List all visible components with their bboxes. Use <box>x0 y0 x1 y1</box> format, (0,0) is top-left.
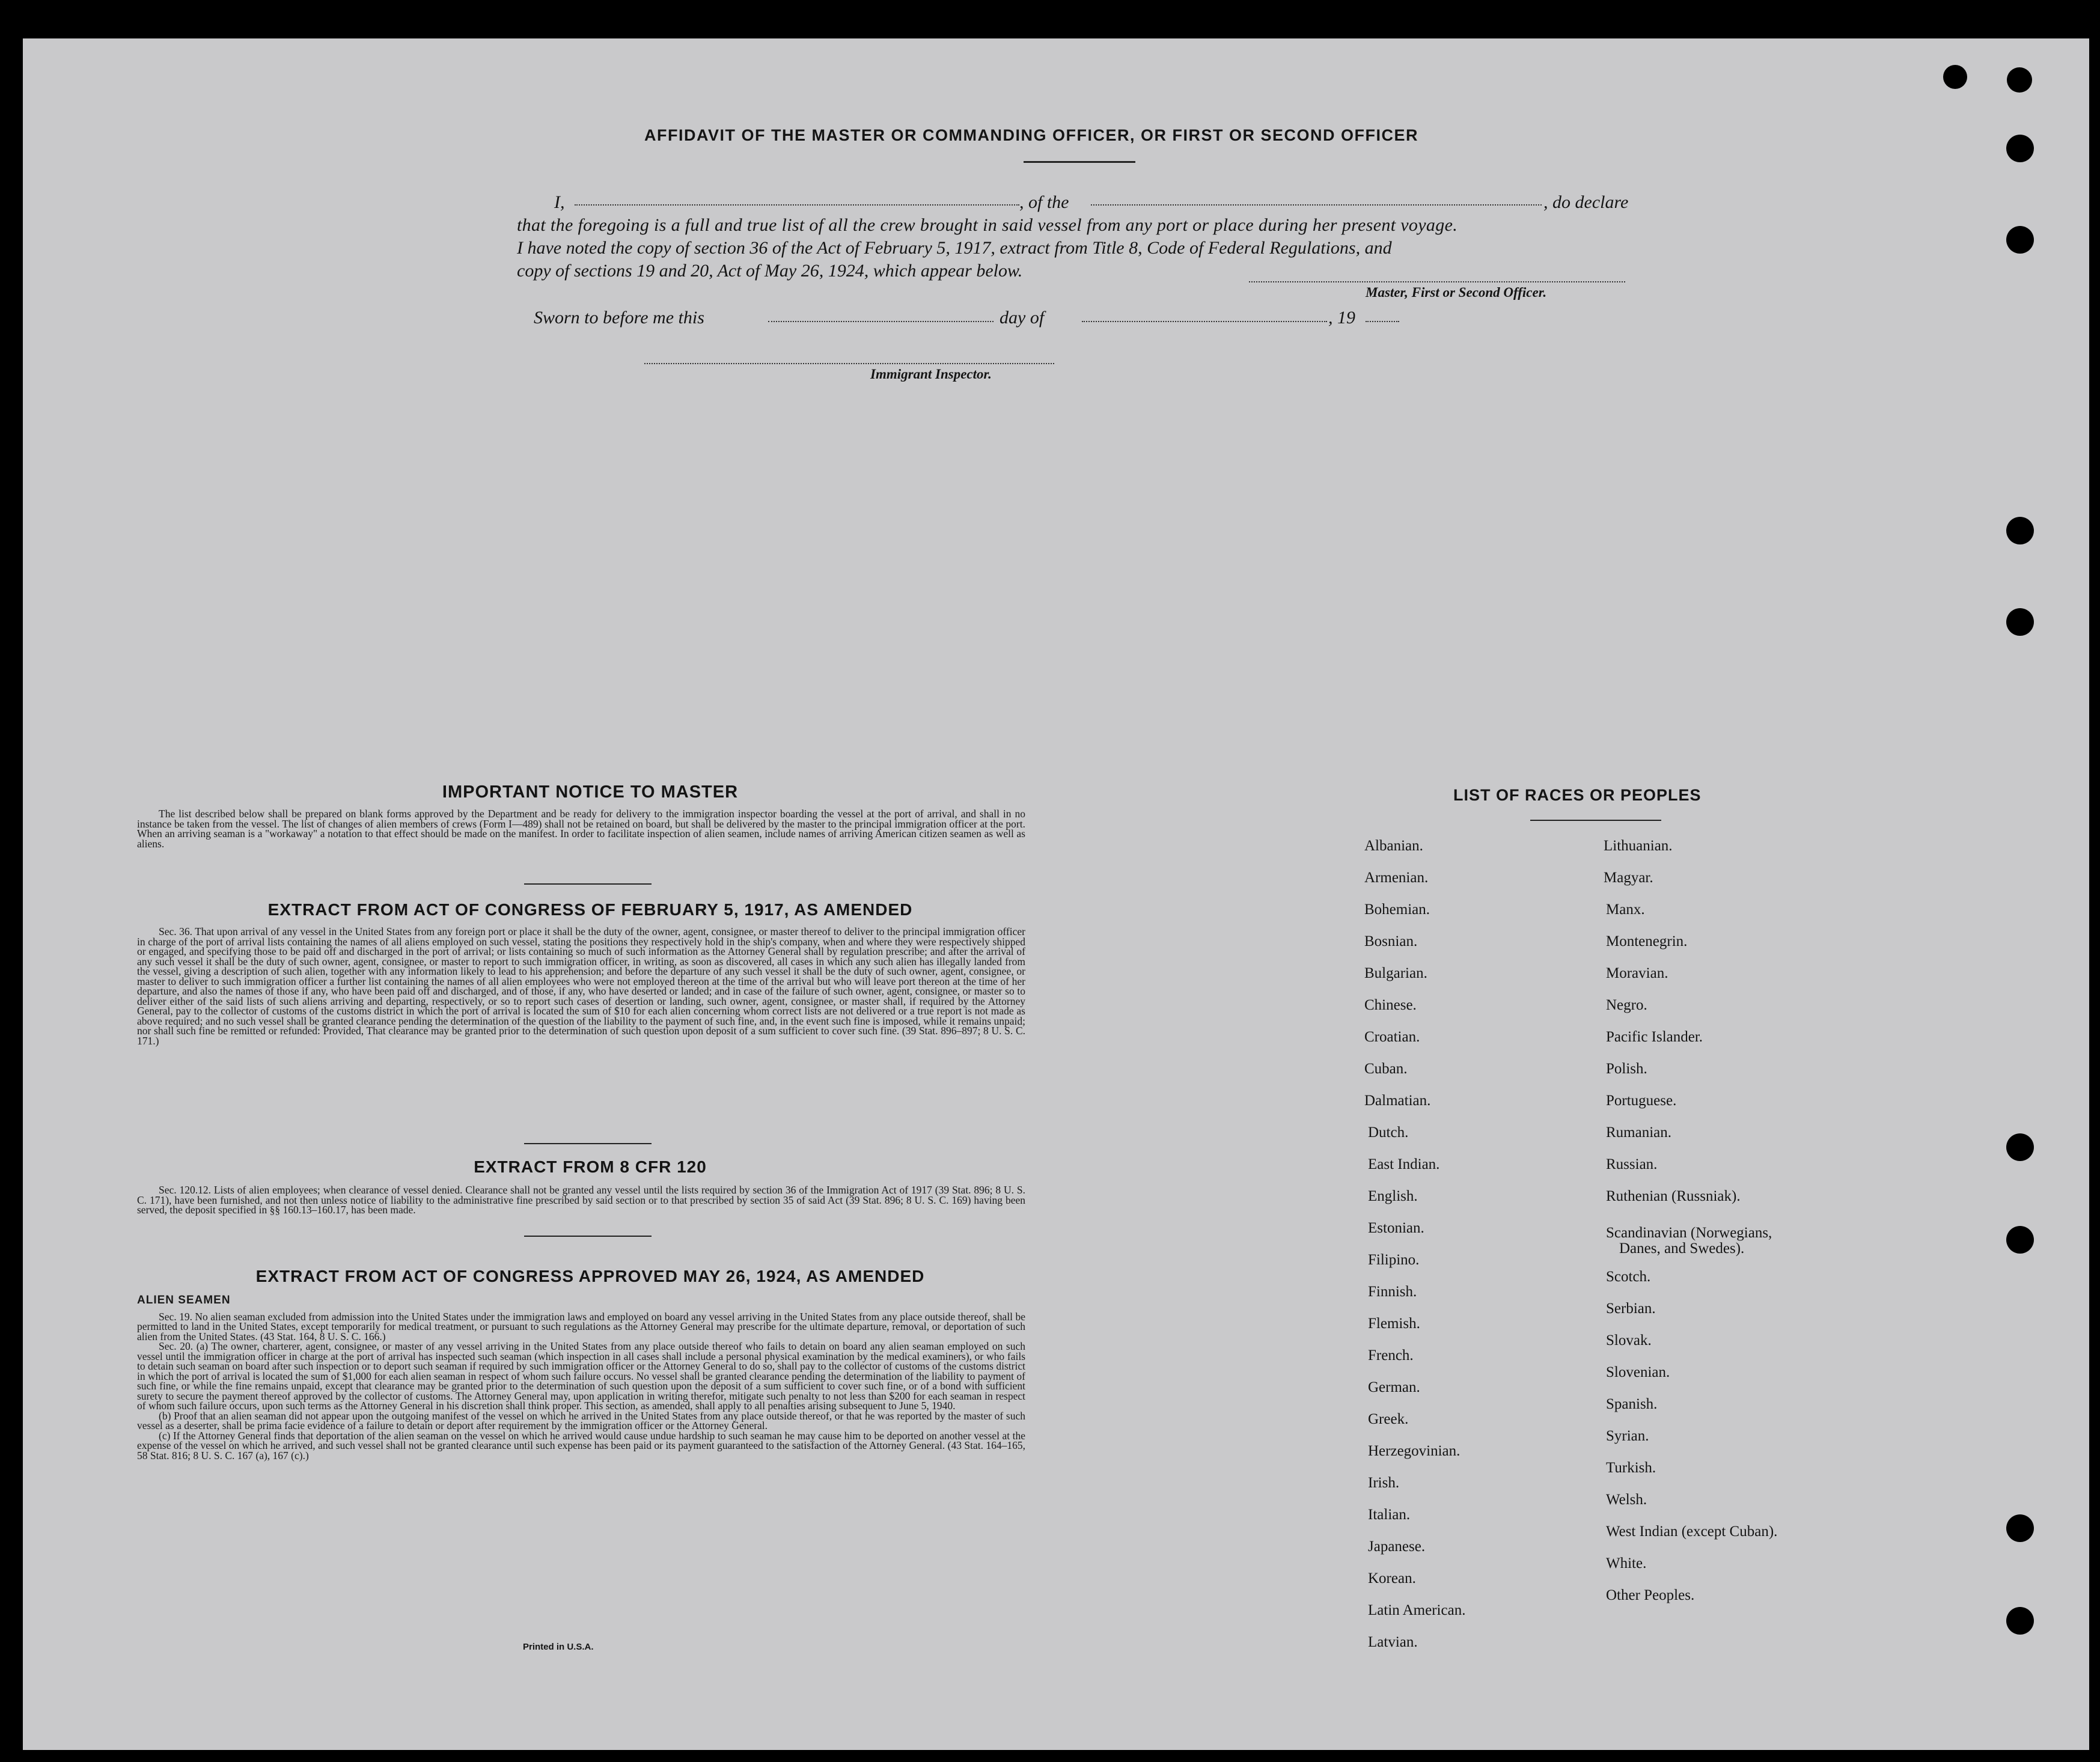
notice-heading: IMPORTANT NOTICE TO MASTER <box>442 782 739 802</box>
extract-cfr-divider <box>524 1236 652 1237</box>
race-item: Japanese. <box>1368 1538 1426 1555</box>
extract-1917-divider <box>524 1143 652 1144</box>
race-item: Scandinavian (Norwegians, <box>1606 1225 1772 1241</box>
sworn-year-field[interactable] <box>1366 308 1399 322</box>
race-item: Spanish. <box>1606 1396 1658 1412</box>
punch-hole <box>2006 608 2034 636</box>
race-item: Irish. <box>1368 1475 1400 1491</box>
extract-1917-paragraph: Sec. 36. That upon arrival of any vessel in the United States from any foreign port or place it shall be the duty of the owner, agent, consignee, or master thereof to deliver to the principal immigration officer in charge of the port of arrival lists containing the names of all aliens employed on such vessel, stating the positions they respectively hold in the ship's company, when and where they were respectively shipped or engaged, and specifying those to be paid off and discharged in the port of arrival; or lists containing so much of such information as the Attorney General shall by regulation prescribe; and after the arrival of any such vessel it shall be the duty of such owner, agent, consignee, or master to report to such immigration officer, in writing, as soon as discovered, all cases in which any such alien has illegally landed from the vessel, giving a description of such alien, together with any information likely to lead to his apprehension; and before the departure of any such vessel it shall be the duty of such owner, agent, consignee, or master to deliver to such immigration officer a further list containing the names of all alien employees who were not employed thereon at the time of the arrival but who will leave port thereon at the time of her departure, and also the names of those if any, who have been paid off and discharged, and of those, if any, who have deserted or landed; and in case of the failure of such owner, agent, consignee, or master so to deliver either of the said lists of such aliens arriving and departing, respectively, or so to report such cases of desertion or landing, such owner, agent, consignee, or master shall, if required by the Attorney General, pay to the collector of customs of the customs district in which the port of arrival is located the sum of $10 for each alien concerning whom correct lists are not delivered or a true report is not made as above required; and no such vessel shall be granted clearance pending the determination of the question of the liability to the payment of such fine, and, in the event such fine is imposed, while it remains unpaid; nor shall such fine be remitted or refunded: Provided, That clearance may be granted prior to the determination of such question upon deposit of a sum sufficient to cover such fine. (39 Stat. 896–897; 8 U. S. C. 171.) <box>137 925 1025 1047</box>
alien-seamen-subheading: ALIEN SEAMEN <box>137 1294 231 1306</box>
notice-divider <box>524 883 652 885</box>
race-item: Bosnian. <box>1364 933 1418 950</box>
race-item: Magyar. <box>1604 870 1653 886</box>
master-caption: Master, First or Second Officer. <box>1366 285 1547 300</box>
race-item: Syrian. <box>1606 1428 1649 1444</box>
race-item: Armenian. <box>1364 870 1429 886</box>
punch-hole <box>2006 135 2034 162</box>
race-item: Korean. <box>1368 1570 1416 1587</box>
printed-in-usa: Printed in U.S.A. <box>523 1642 594 1652</box>
extract-1924-body <box>137 1292 1025 1460</box>
race-item: Herzegovinian. <box>1368 1443 1461 1459</box>
notice-paragraph: The list described below shall be prepared on blank forms approved by the Department and be ready for delivery to the immigration inspector boarding the vessel at the port of arrival, and shall in no instance be taken from the vessel. The list of changes of alien members of crews (Form I—489) shall not be retained on board, but shall be delivered by the master to the principal immigration officer at the port. When an arriving seaman is a "workaway" a notation to that effect should be made on the manifest. In order to facilitate inspection of alien seamen, include names of arriving American citizen seamen as well as aliens. <box>137 808 1025 850</box>
race-item: Russian. <box>1606 1156 1658 1172</box>
race-item: Other Peoples. <box>1606 1587 1695 1603</box>
punch-hole <box>2006 226 2034 254</box>
sworn-day-field[interactable] <box>768 308 994 322</box>
race-item: Scotch. <box>1606 1269 1651 1285</box>
races-heading: LIST OF RACES OR PEOPLES <box>1453 786 1702 804</box>
race-item: Cuban. <box>1364 1061 1408 1077</box>
race-item: Lithuanian. <box>1604 838 1673 854</box>
punch-hole <box>2006 1133 2034 1161</box>
race-item: Filipino. <box>1368 1252 1420 1268</box>
sworn-prefix: Sworn to before me this <box>534 308 704 328</box>
race-item: Dutch. <box>1368 1124 1409 1141</box>
race-item: Greek. <box>1368 1411 1409 1427</box>
race-item: Croatian. <box>1364 1029 1420 1045</box>
race-item: Estonian. <box>1368 1220 1424 1236</box>
race-item: White. <box>1606 1555 1647 1571</box>
title-divider <box>1024 161 1135 163</box>
notice-body <box>137 809 1025 849</box>
race-item: West Indian (except Cuban). <box>1606 1523 1778 1540</box>
race-item: Negro. <box>1606 997 1647 1013</box>
punch-hole <box>2006 1226 2034 1254</box>
sworn-day-of: day of <box>1000 308 1045 328</box>
race-item: Bulgarian. <box>1364 965 1427 981</box>
race-item: Latin American. <box>1368 1602 1466 1618</box>
race-item: Moravian. <box>1606 965 1668 981</box>
race-item: Latvian. <box>1368 1634 1418 1650</box>
races-right-column <box>1604 838 1964 1703</box>
punch-hole <box>2006 1514 2034 1542</box>
declarant-name-field[interactable] <box>575 191 1019 206</box>
race-item: Polish. <box>1606 1061 1647 1077</box>
sec-20a-paragraph: Sec. 20. (a) The owner, charterer, agent, consignee, or master of any vessel arriving in the United States from any place outside thereof who fails to detain on board any alien seaman employed on such vessel until the immigration officer in charge at the port of arrival has inspected such seaman (which inspection in all cases shall include a personal physical examination by the medical examiners), or who fails to detain such seaman on board after such inspection or to deport such seaman if required by such immigration officer or the Attorney General to do so, shall pay to the collector of customs of the customs district in which the port of arrival is located the sum of $1,000 for each alien seaman in respect of whom such failure occurs. No vessel shall be granted clearance pending the determination of the liability to payment of such fine, or while the fine remains unpaid, except that clearance may be granted prior to the determination of such question upon the deposit of a sum sufficient to cover such fine, or of a bond with sufficient surety to secure the payment thereof approved by the collector of customs. The Attorney General may, upon application in writing therefor, mitigate such penalty to not less than $200 for each seaman in respect of whom such failure occurs, upon such terms as the Attorney General in his discretion shall think proper. This section, as amended, shall apply to all penalties arising subsequent to June 5, 1940. <box>137 1340 1025 1412</box>
extract-1924-heading: EXTRACT FROM ACT OF CONGRESS APPROVED MAY 26, 1924, AS AMENDED <box>255 1267 925 1285</box>
declaration-line-2: that the foregoing is a full and true list of all the crew brought in said vessel from any port or place during her present voyage. <box>517 215 1458 235</box>
vessel-name-field[interactable] <box>1091 191 1542 206</box>
inspector-signature-line[interactable] <box>644 363 1054 364</box>
extract-cfr-body <box>137 1185 1025 1215</box>
race-item: Serbian. <box>1606 1300 1656 1317</box>
race-item: Manx. <box>1606 901 1645 918</box>
affidavit-title: AFFIDAVIT OF THE MASTER OR COMMANDING OFFICER, OR FIRST OR SECOND OFFICER <box>644 126 1418 144</box>
races-divider <box>1530 820 1661 821</box>
declaration-text <box>517 191 1653 282</box>
sec-20c-paragraph: (c) If the Attorney General finds that deportation of the alien seaman on the vessel on which he arrived would cause undue hardship to such seaman he may cause him to be deported on another vessel at the expense of the vessel on which he arrived, and such vessel shall not be granted clearance until such expense has been paid or its payment guaranteed to the satisfaction of the Attorney General. (43 Stat. 164–165, 58 Stat. 816; 8 U. S. C. 167 (a), 167 (c).) <box>137 1429 1025 1462</box>
race-item: East Indian. <box>1368 1156 1440 1172</box>
race-item: Pacific Islander. <box>1606 1029 1703 1045</box>
declaration-line-4: copy of sections 19 and 20, Act of May 26, 1924, which appear below. <box>517 261 1023 281</box>
race-item: Slovak. <box>1606 1332 1652 1349</box>
race-item: Portuguese. <box>1606 1093 1677 1109</box>
punch-hole <box>2007 67 2032 93</box>
declaration-i: I, <box>554 192 565 212</box>
race-item: Danes, and Swedes). <box>1619 1240 1745 1257</box>
race-item: Rumanian. <box>1606 1124 1672 1141</box>
master-signature-line[interactable] <box>1249 281 1625 282</box>
races-left-column <box>1364 838 1617 1703</box>
form-page <box>23 38 2089 1750</box>
sworn-line <box>534 308 1387 332</box>
punch-hole <box>2006 1607 2034 1635</box>
race-item: Ruthenian (Russniak). <box>1606 1188 1741 1204</box>
sworn-year-prefix: , 19 <box>1328 308 1355 328</box>
punch-hole <box>2006 517 2034 544</box>
inspector-caption: Immigrant Inspector. <box>870 367 992 382</box>
race-item: Turkish. <box>1606 1460 1656 1476</box>
race-item: French. <box>1368 1347 1414 1364</box>
extract-1917-body <box>137 927 1025 1046</box>
race-item: Dalmatian. <box>1364 1093 1431 1109</box>
race-item: Flemish. <box>1368 1315 1420 1332</box>
race-item: Slovenian. <box>1606 1364 1670 1380</box>
race-item: Finnish. <box>1368 1284 1417 1300</box>
extract-cfr-paragraph: Sec. 120.12. Lists of alien employees; when clearance of vessel denied. Clearance shall not be granted any vessel until the lists required by section 36 of the Immigration Act of 1917 (39 Stat. 896; 8 U. S. C. 171), have been furnished, and not then unless notice of liability to the administrative fine prescribed by said section or to that prescribed by section 35 of said Act (39 Stat. 896; 8 U. S. C. 169) having been served, the deposit specified in §§ 160.13–160.17, has been made. <box>137 1184 1025 1216</box>
race-item: Chinese. <box>1364 997 1417 1013</box>
punch-hole <box>1943 65 1967 89</box>
race-item: Bohemian. <box>1364 901 1430 918</box>
declaration-do-declare: , do declare <box>1543 192 1629 212</box>
race-item: Italian. <box>1368 1507 1411 1523</box>
race-item: Montenegrin. <box>1606 933 1688 950</box>
declaration-line-3: I have noted the copy of section 36 of the Act of February 5, 1917, extract from Title 8, Code of Federal Regulations, and <box>517 238 1392 258</box>
race-item: Welsh. <box>1606 1492 1647 1508</box>
extract-cfr-heading: EXTRACT FROM 8 CFR 120 <box>474 1157 707 1176</box>
race-item: Albanian. <box>1364 838 1423 854</box>
declaration-of-the: , of the <box>1019 192 1069 212</box>
extract-1917-heading: EXTRACT FROM ACT OF CONGRESS OF FEBRUARY 5, 1917, AS AMENDED <box>267 900 913 919</box>
sworn-month-field[interactable] <box>1082 308 1327 322</box>
sec-20b-paragraph: (b) Proof that an alien seaman did not appear upon the outgoing manifest of the vessel on which he arrived in the United States from any place outside thereof, or that he was reported by the master of such vessel as a deserter, shall be prima facie evidence of a failure to detain or deport after requirement by the immigration officer or the Attorney General. <box>137 1409 1025 1431</box>
sec-19-paragraph: Sec. 19. No alien seaman excluded from admission into the United States under the immigration laws and employed on board any vessel arriving in the United States from any place outside thereof, shall be permitted to land in the United States, except temporarily for medical treatment, or pursuant to such regulations as the Attorney General may prescribe for the ultimate departure, removal, or deportation of such alien from the United States. (43 Stat. 164, 8 U. S. C. 166.) <box>137 1310 1025 1343</box>
race-item: German. <box>1368 1379 1420 1395</box>
race-item: English. <box>1368 1188 1418 1204</box>
